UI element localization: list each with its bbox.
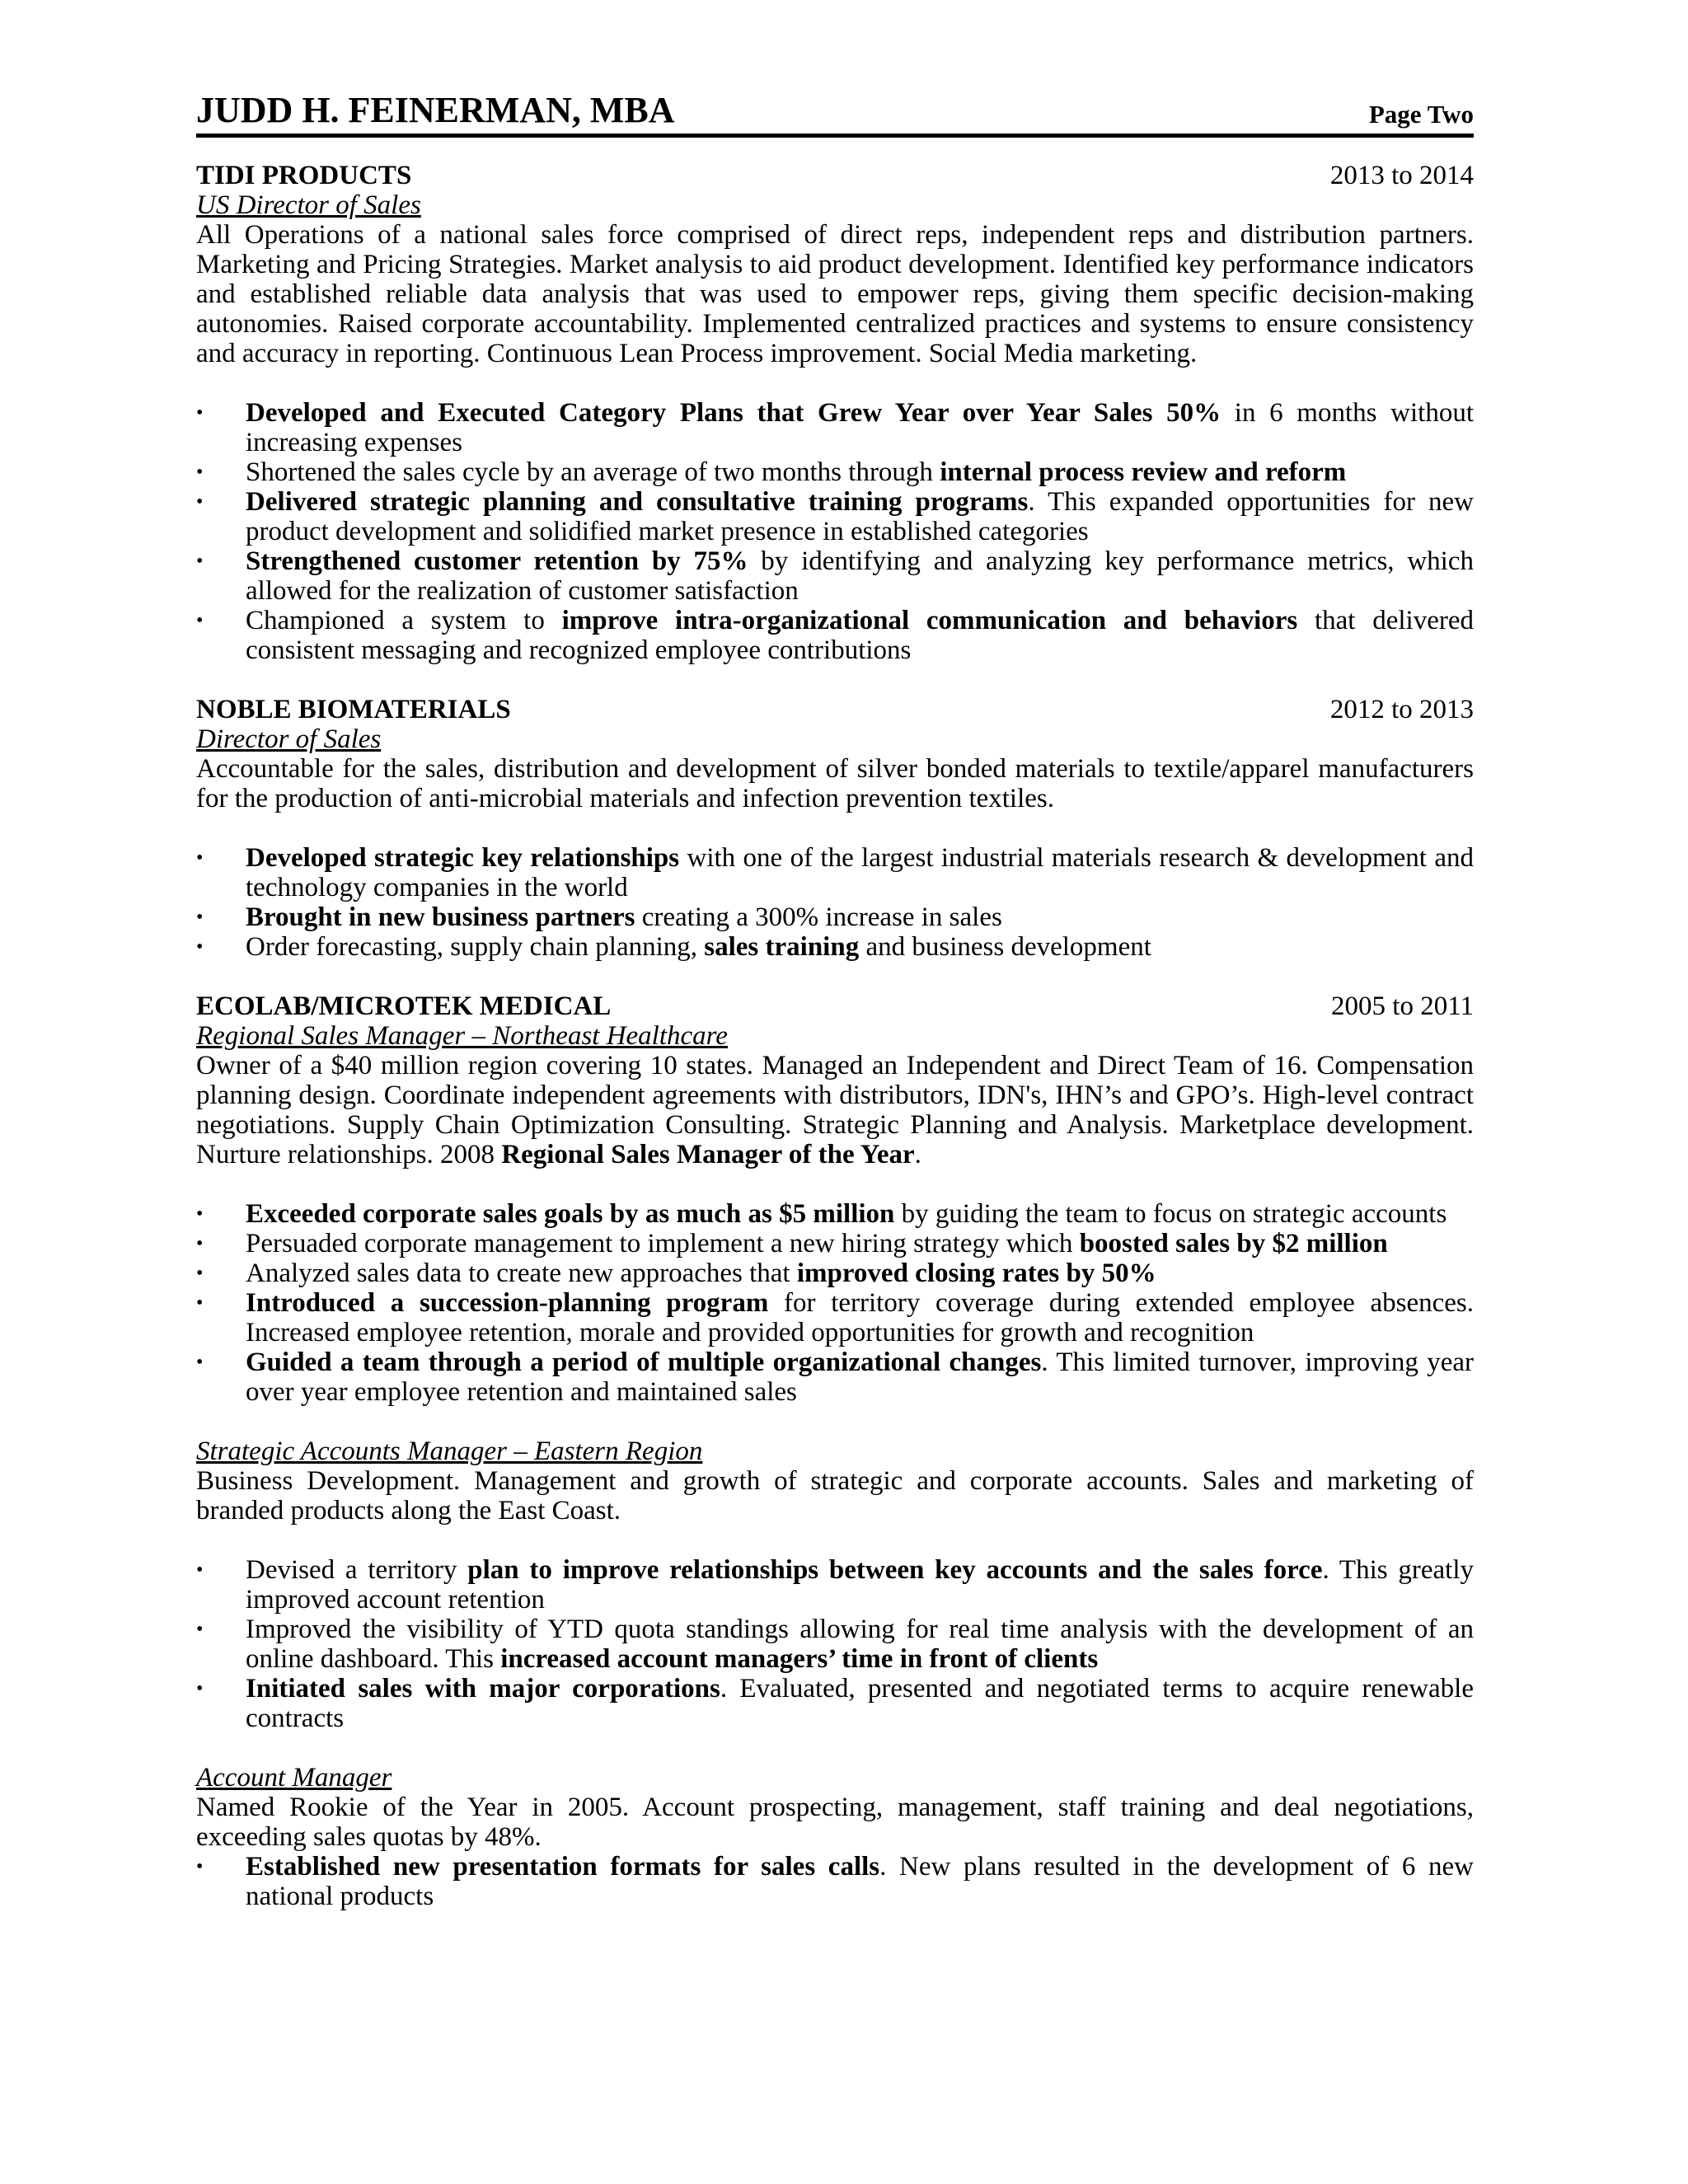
achievement-list	[196, 1555, 1474, 1733]
achievement-item: • Championed a system to improve intra-organizational communication and behaviors that delivered consistent messaging and recognized employee contributions	[196, 606, 1474, 665]
company-name: NOBLE BIOMATERIALS	[196, 695, 511, 724]
achievement-item: • Persuaded corporate management to implement a new hiring strategy which boosted sales by $2 million	[196, 1229, 1474, 1258]
role-description: Named Rookie of the Year in 2005. Account prospecting, management, staff training and deal negotiations, exceeding sales quotas by 48%.	[196, 1793, 1474, 1852]
job-description: All Operations of a national sales force comprised of direct reps, independent reps and distribution partners. Marketing and Pricing Strategies. Market analysis to aid product development. Identified key performance indicators and established reliable data analysis that was used to empower reps, giving them specific decision-making autonomies. Raised corporate accountability. Implemented centralized practices and systems to ensure consistency and accuracy in reporting. Continuous Lean Process improvement. Social Media marketing.	[196, 220, 1474, 368]
achievement-item: • Devised a territory plan to improve relationships between key accounts and the sales force. This greatly improved account retention	[196, 1555, 1474, 1615]
achievement-list	[196, 1852, 1474, 1911]
achievement-item: • Delivered strategic planning and consultative training programs. This expanded opportunities for new product development and solidified market presence in established categories	[196, 487, 1474, 546]
job-section-ecolab	[196, 991, 1474, 1407]
job-title: Director of Sales	[196, 724, 382, 754]
role-description: Business Development. Management and growth of strategic and corporate accounts. Sales and marketing of branded products along the East Coast.	[196, 1466, 1474, 1526]
role-section-strategic-accounts	[196, 1436, 1474, 1733]
achievement-item: • Established new presentation formats for sales calls. New plans resulted in the development of 6 new national products	[196, 1852, 1474, 1911]
resume-page	[196, 92, 1474, 1911]
company-row	[196, 161, 1474, 190]
job-description: Accountable for the sales, distribution and development of silver bonded materials to textile/apparel manufacturers for the production of anti-microbial materials and infection prevention textiles.	[196, 754, 1474, 813]
job-section-tidi	[196, 161, 1474, 665]
job-dates: 2005 to 2011	[1331, 991, 1474, 1021]
company-row	[196, 695, 1474, 724]
achievement-item: • Developed and Executed Category Plans that Grew Year over Year Sales 50% in 6 months without increasing expenses	[196, 398, 1474, 457]
job-title: US Director of Sales	[196, 190, 421, 220]
achievement-item: • Strengthened customer retention by 75% by identifying and analyzing key performance metrics, which allowed for the realization of customer satisfaction	[196, 546, 1474, 606]
company-name: ECOLAB/MICROTEK MEDICAL	[196, 991, 612, 1021]
achievement-list	[196, 843, 1474, 962]
achievement-item: • Analyzed sales data to create new approaches that improved closing rates by 50%	[196, 1258, 1474, 1288]
achievement-item: • Order forecasting, supply chain planning, sales training and business development	[196, 932, 1474, 962]
achievement-item: • Improved the visibility of YTD quota standings allowing for real time analysis with the development of an online dashboard. This increased account managers’ time in front of clients	[196, 1615, 1474, 1674]
achievement-item: • Introduced a succession-planning program for territory coverage during extended employee absences. Increased employee retention, morale and provided opportunities for growth and recognition	[196, 1288, 1474, 1347]
role-section-account-manager	[196, 1763, 1474, 1911]
job-dates: 2013 to 2014	[1329, 161, 1474, 190]
achievement-list	[196, 398, 1474, 665]
page-number-label: Page Two	[1368, 100, 1474, 129]
achievement-item: • Shortened the sales cycle by an average of two months through internal process review and reform	[196, 457, 1474, 487]
candidate-name: JUDD H. FEINERMAN, MBA	[196, 90, 675, 130]
achievement-item: • Developed strategic key relationships with one of the largest industrial materials research & development and technology companies in the world	[196, 843, 1474, 902]
achievement-item: • Exceeded corporate sales goals by as much as $5 million by guiding the team to focus on strategic accounts	[196, 1199, 1474, 1229]
company-name: TIDI PRODUCTS	[196, 161, 412, 190]
page-header	[196, 92, 1474, 138]
achievement-item: • Brought in new business partners creating a 300% increase in sales	[196, 902, 1474, 932]
company-row	[196, 991, 1474, 1021]
job-description: Owner of a $40 million region covering 10 states. Managed an Independent and Direct Team of 16. Compensation planning design. Coordinate independent agreements with distributors, IDN's, IHN’s and GPO’s. High-level contract negotiations. Supply Chain Optimization Consulting. Strategic Planning and Analysis. Marketplace development. Nurture relationships. 2008 Regional Sales Manager of the Year.	[196, 1051, 1474, 1169]
job-title: Regional Sales Manager – Northeast Healthcare	[196, 1021, 728, 1051]
achievement-list	[196, 1199, 1474, 1407]
job-section-noble	[196, 695, 1474, 962]
achievement-item: • Initiated sales with major corporations. Evaluated, presented and negotiated terms to acquire renewable contracts	[196, 1674, 1474, 1733]
achievement-item: • Guided a team through a period of multiple organizational changes. This limited turnover, improving year over year employee retention and maintained sales	[196, 1347, 1474, 1407]
role-title: Account Manager	[196, 1763, 392, 1793]
job-dates: 2012 to 2013	[1329, 695, 1474, 724]
role-title: Strategic Accounts Manager – Eastern Region	[196, 1436, 703, 1466]
